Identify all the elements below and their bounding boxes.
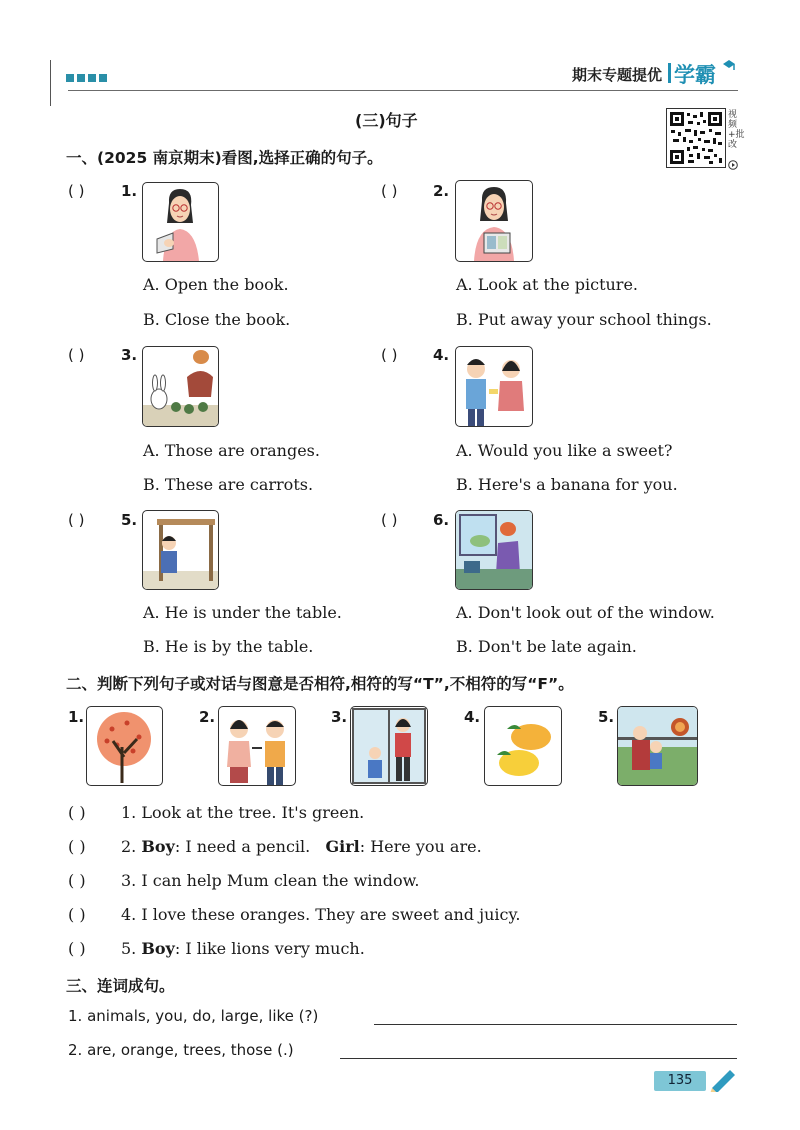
brand-logo: 学霸 xyxy=(674,63,716,87)
speaker-boy: Boy xyxy=(141,837,175,856)
statement-text: : I need a pencil. xyxy=(174,837,311,856)
question-number: 2. xyxy=(433,182,450,200)
brand-bar xyxy=(668,63,671,83)
answer-bracket[interactable]: ( ) xyxy=(68,871,86,890)
header-rule xyxy=(68,90,738,91)
option-b: B. Here's a banana for you. xyxy=(456,475,678,494)
answer-bracket[interactable]: ( ) xyxy=(381,182,398,200)
statement-number: 4. xyxy=(121,905,137,924)
option-a: A. Open the book. xyxy=(143,275,289,294)
answer-bracket[interactable]: ( ) xyxy=(68,939,86,958)
page-number: 135 xyxy=(654,1071,706,1091)
scrambled-words-2: 2. are, orange, trees, those (.) xyxy=(68,1041,294,1059)
qr-code[interactable] xyxy=(666,108,726,168)
qr-caption: 视频+批改 xyxy=(728,110,745,150)
answer-line-1[interactable] xyxy=(374,1024,737,1025)
option-b: B. Close the book. xyxy=(143,310,291,329)
statement-5 xyxy=(121,939,365,958)
scrambled-words-1: 1. animals, you, do, large, like (?) xyxy=(68,1007,319,1025)
option-a: A. Don't look out of the window. xyxy=(456,603,715,622)
picture-teacher-picture xyxy=(455,180,533,262)
mortarboard-icon xyxy=(722,58,736,72)
question-number: 4. xyxy=(433,346,450,364)
header-squares xyxy=(66,74,107,82)
picture-label: 2. xyxy=(199,708,216,726)
answer-bracket[interactable]: ( ) xyxy=(68,803,86,822)
statement-2 xyxy=(121,837,482,856)
play-icon xyxy=(728,160,738,170)
answer-line-2[interactable] xyxy=(340,1058,737,1059)
picture-label: 5. xyxy=(598,708,615,726)
picture-fox-window xyxy=(455,510,533,590)
answer-bracket[interactable]: ( ) xyxy=(381,346,398,364)
header-label: 期末专题提优 xyxy=(572,66,663,84)
picture-lion-zoo xyxy=(617,706,698,786)
speaker-girl: Girl xyxy=(325,837,360,856)
picture-label: 4. xyxy=(464,708,481,726)
statement-number: 2. xyxy=(121,837,137,856)
picture-boy-girl-sweet xyxy=(455,346,533,427)
picture-red-tree xyxy=(86,706,163,786)
statement-text: I can help Mum clean the window. xyxy=(136,871,420,890)
part1-heading: 一、(2025 南京期末)看图,选择正确的句子。 xyxy=(66,149,383,167)
statement-number: 5. xyxy=(121,939,137,958)
statement-number: 1. xyxy=(121,803,137,822)
answer-bracket[interactable]: ( ) xyxy=(68,182,85,200)
option-a: A. Would you like a sweet? xyxy=(456,441,673,460)
part3-heading: 三、连词成句。 xyxy=(66,977,175,995)
speaker-boy: Boy xyxy=(141,939,175,958)
picture-boy-by-table xyxy=(142,510,219,590)
statement-text: : I like lions very much. xyxy=(174,939,365,958)
question-number: 3. xyxy=(121,346,138,364)
statement-4 xyxy=(121,905,520,924)
question-number: 1. xyxy=(121,182,138,200)
section-title: (三)句子 xyxy=(355,111,418,130)
option-b: B. Don't be late again. xyxy=(456,637,637,656)
statement-number: 3. xyxy=(121,871,137,890)
margin-line xyxy=(50,60,51,106)
picture-teacher-book xyxy=(142,182,219,262)
part2-heading: 二、判断下列句子或对话与图意是否相符,相符的写“T”,不相符的写“F”。 xyxy=(66,675,574,693)
statement-1 xyxy=(121,803,364,822)
statement-text: : Here you are. xyxy=(359,837,482,856)
option-a: A. Those are oranges. xyxy=(143,441,320,460)
picture-rabbit-cat-carrots xyxy=(142,346,219,427)
option-a: A. He is under the table. xyxy=(143,603,342,622)
question-number: 5. xyxy=(121,511,138,529)
statement-3 xyxy=(121,871,419,890)
picture-label: 1. xyxy=(68,708,85,726)
option-b: B. Put away your school things. xyxy=(456,310,712,329)
option-a: A. Look at the picture. xyxy=(456,275,638,294)
picture-cleaning-window xyxy=(350,706,428,786)
answer-bracket[interactable]: ( ) xyxy=(381,511,398,529)
answer-bracket[interactable]: ( ) xyxy=(68,346,85,364)
answer-bracket[interactable]: ( ) xyxy=(68,511,85,529)
statement-text: Look at the tree. It's green. xyxy=(136,803,365,822)
question-number: 6. xyxy=(433,511,450,529)
statement-text: I love these oranges. They are sweet and juicy. xyxy=(136,905,521,924)
option-b: B. These are carrots. xyxy=(143,475,314,494)
answer-bracket[interactable]: ( ) xyxy=(68,905,86,924)
picture-mangoes xyxy=(484,706,562,786)
pencil-icon xyxy=(708,1066,738,1092)
picture-girl-boy-pencil xyxy=(218,706,296,786)
answer-bracket[interactable]: ( ) xyxy=(68,837,86,856)
picture-label: 3. xyxy=(331,708,348,726)
option-b: B. He is by the table. xyxy=(143,637,314,656)
